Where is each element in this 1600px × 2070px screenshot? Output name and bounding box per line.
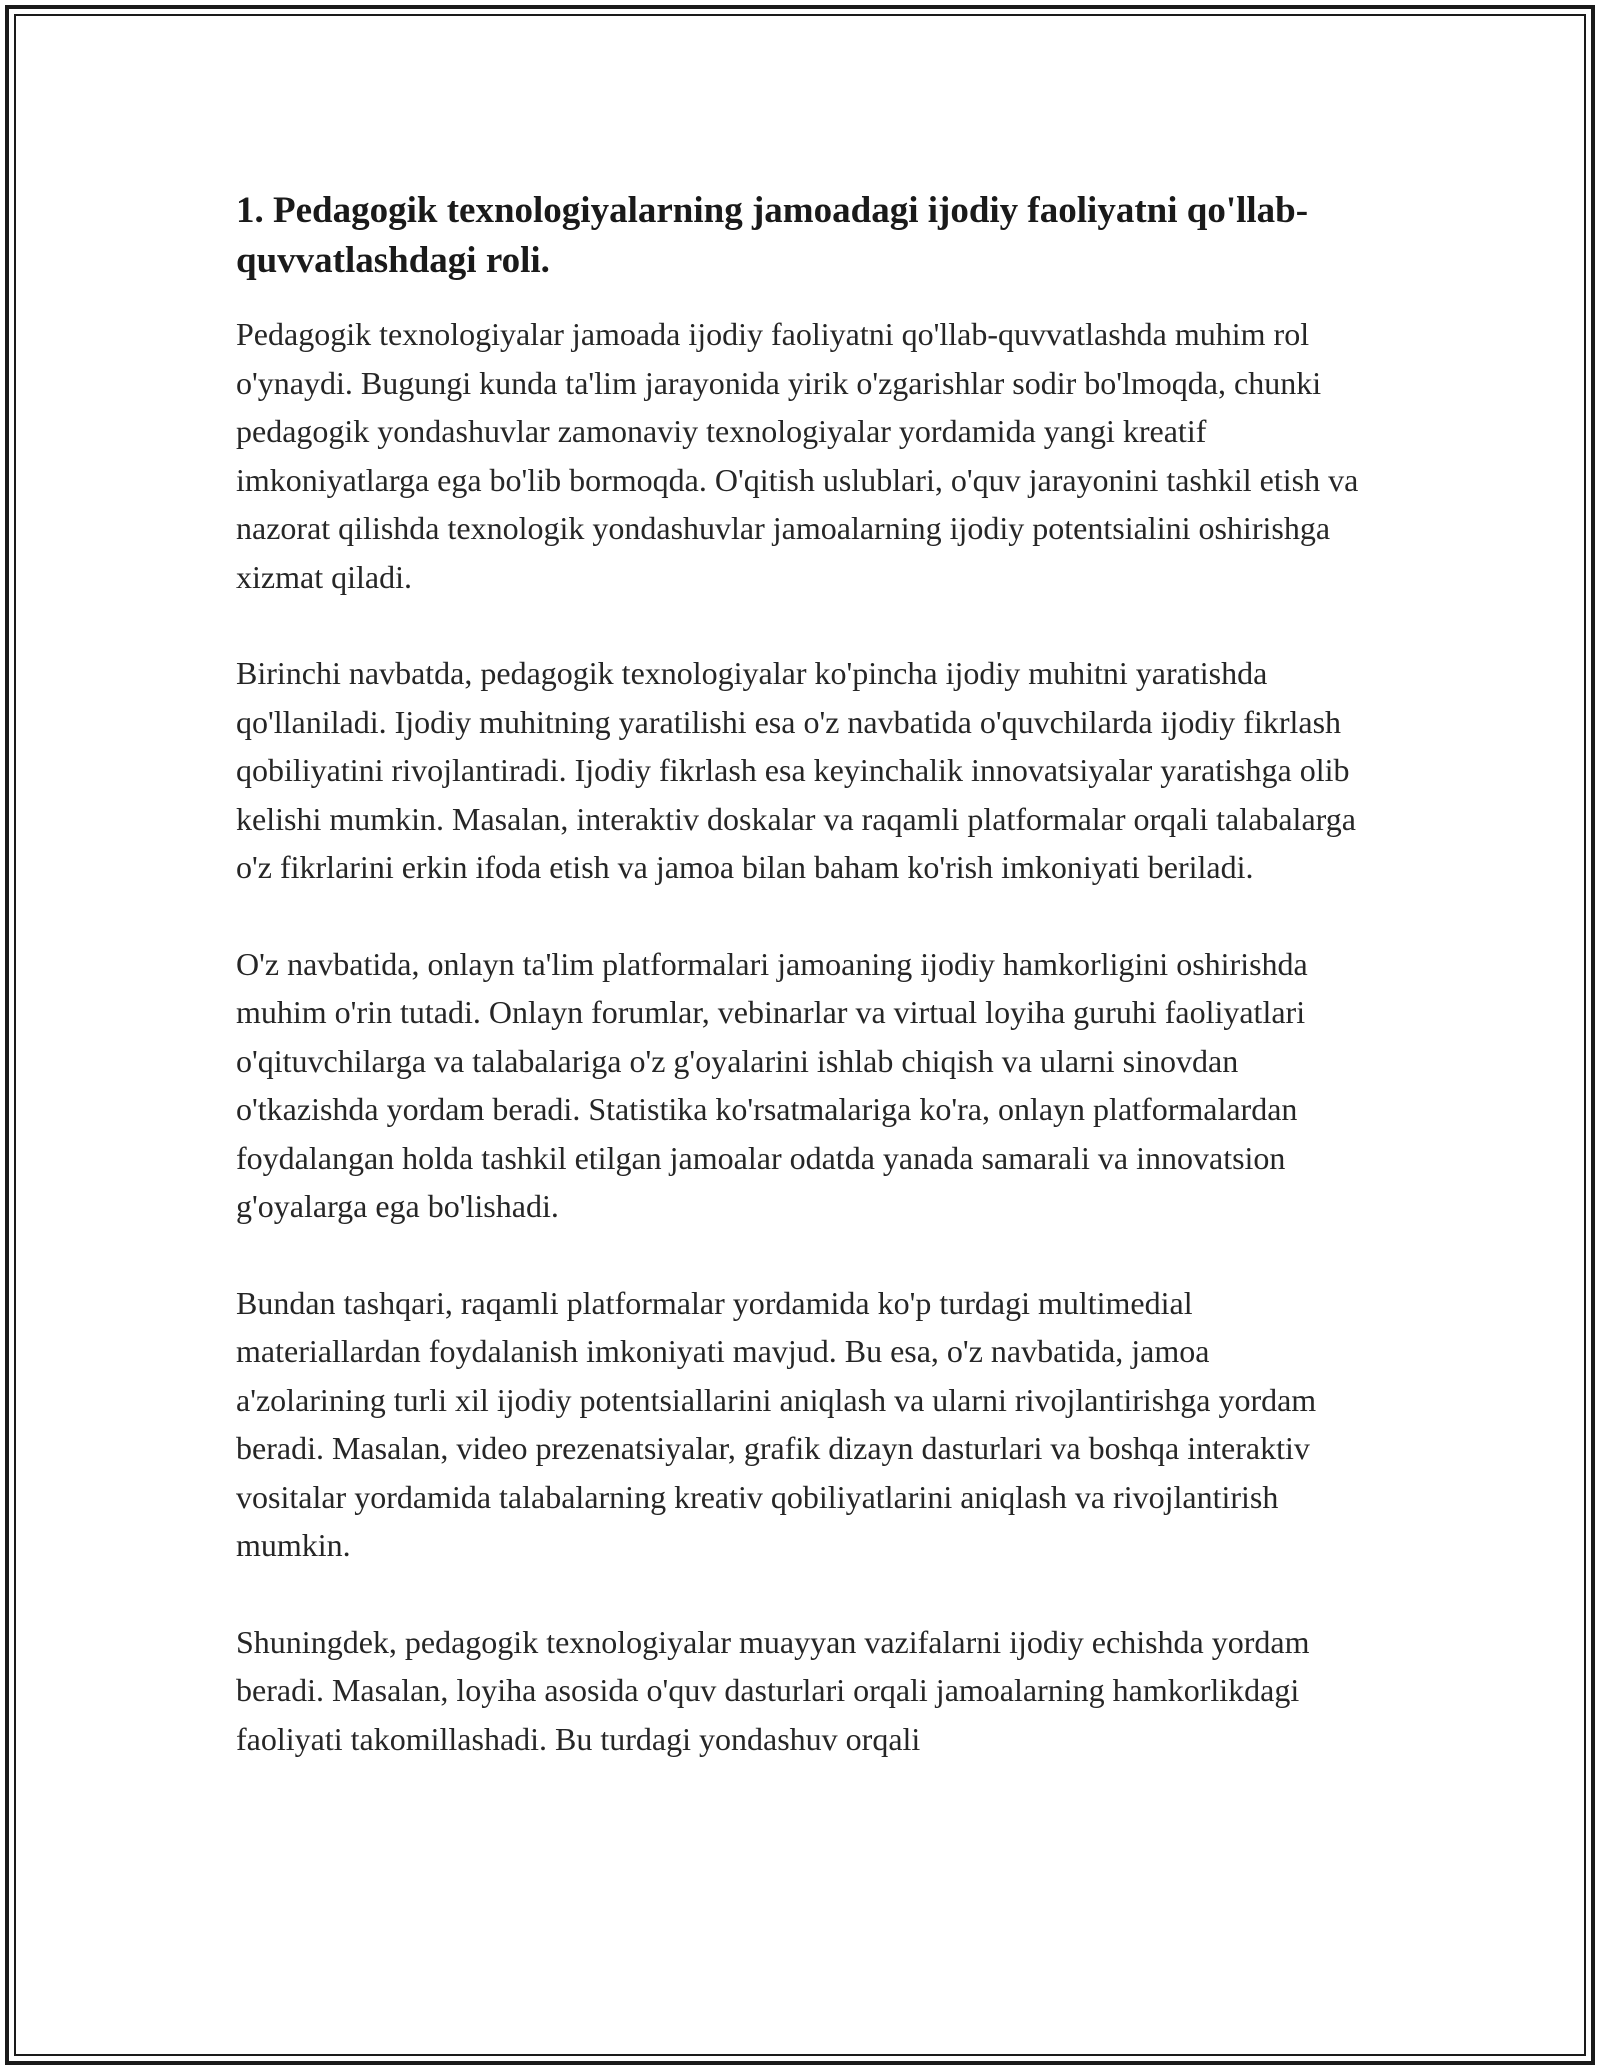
paragraph-5: Shuningdek, pedagogik texnologiyalar muayyan vazifalarni ijodiy echishda yordam beradi. Masalan, loyiha asosida o'quv dasturlari orqali jamoalarning hamkorlikdagi faoliyati takomillashadi. Bu turdagi yondashuv orqali bbox=[236, 1623, 1310, 1757]
section-heading: 1. Pedagogik texnologiyalarning jamoadagi ijodiy faoliyatni qo'llab-quvvatlashdagi roli. bbox=[236, 190, 1309, 281]
paragraph-2: Birinchi navbatda, pedagogik texnologiyalar ko'pincha ijodiy muhitni yaratishda qo'llaniladi. Ijodiy muhitning yaratilishi esa o'z navbatida o'quvchilarda ijodiy fikrlash qobiliyatini rivojlantiradi. Ijodiy fikrlash esa keyinchalik innovatsiyalar yaratishga olib kelishi mumkin. Masalan, interaktiv doskalar va raqamli platformalar orqali talabalarga o'z fikrlarini erkin ifoda etish va jamoa bilan baham ko'rish imkoniyati beriladi. bbox=[236, 655, 1356, 885]
paragraph-3: O'z navbatida, onlayn ta'lim platformalari jamoaning ijodiy hamkorligini oshirishda muhim o'rin tutadi. Onlayn forumlar, vebinarlar va virtual loyiha guruhi faoliyatlari o'qituvchilarga va talabalariga o'z g'oyalarini ishlab chiqish va ularni sinovdan o'tkazishda yordam beradi. Statistika ko'rsatmalariga ko'ra, onlayn platformalardan foydalangan holda tashkil etilgan jamoalar odatda yanada samarali va innovatsion g'oyalarga ega bo'lishadi. bbox=[236, 945, 1308, 1224]
paragraph-4: Bundan tashqari, raqamli platformalar yordamida ko'p turdagi multimedial materiallardan foydalanish imkoniyati mavjud. Bu esa, o'z navbatida, jamoa a'zolarining turli xil ijodiy potentsiallarini aniqlash va ularni rivojlantirishga yordam beradi. Masalan, video prezenatsiyalar, grafik dizayn dasturlari va boshqa interaktiv vositalar yordamida talabalarning kreativ qobiliyatlarini aniqlash va rivojlantirish mumkin. bbox=[236, 1284, 1317, 1563]
paragraph-1: Pedagogik texnologiyalar jamoada ijodiy faoliyatni qo'llab-quvvatlashda muhim rol o'ynaydi. Bugungi kunda ta'lim jarayonida yirik o'zgarishlar sodir bo'lmoqda, chunki pedagogik yondashuvlar zamonaviy texnologiyalar yordamida yangi kreatif imkoniyatlarga ega bo'lib bormoqda. O'qitish uslublari, o'quv jarayonini tashkil etish va nazorat qilishda texnologik yondashuvlar jamoalarning ijodiy potentsialini oshirishga xizmat qiladi. bbox=[236, 316, 1359, 595]
document-body bbox=[236, 186, 1366, 1811]
